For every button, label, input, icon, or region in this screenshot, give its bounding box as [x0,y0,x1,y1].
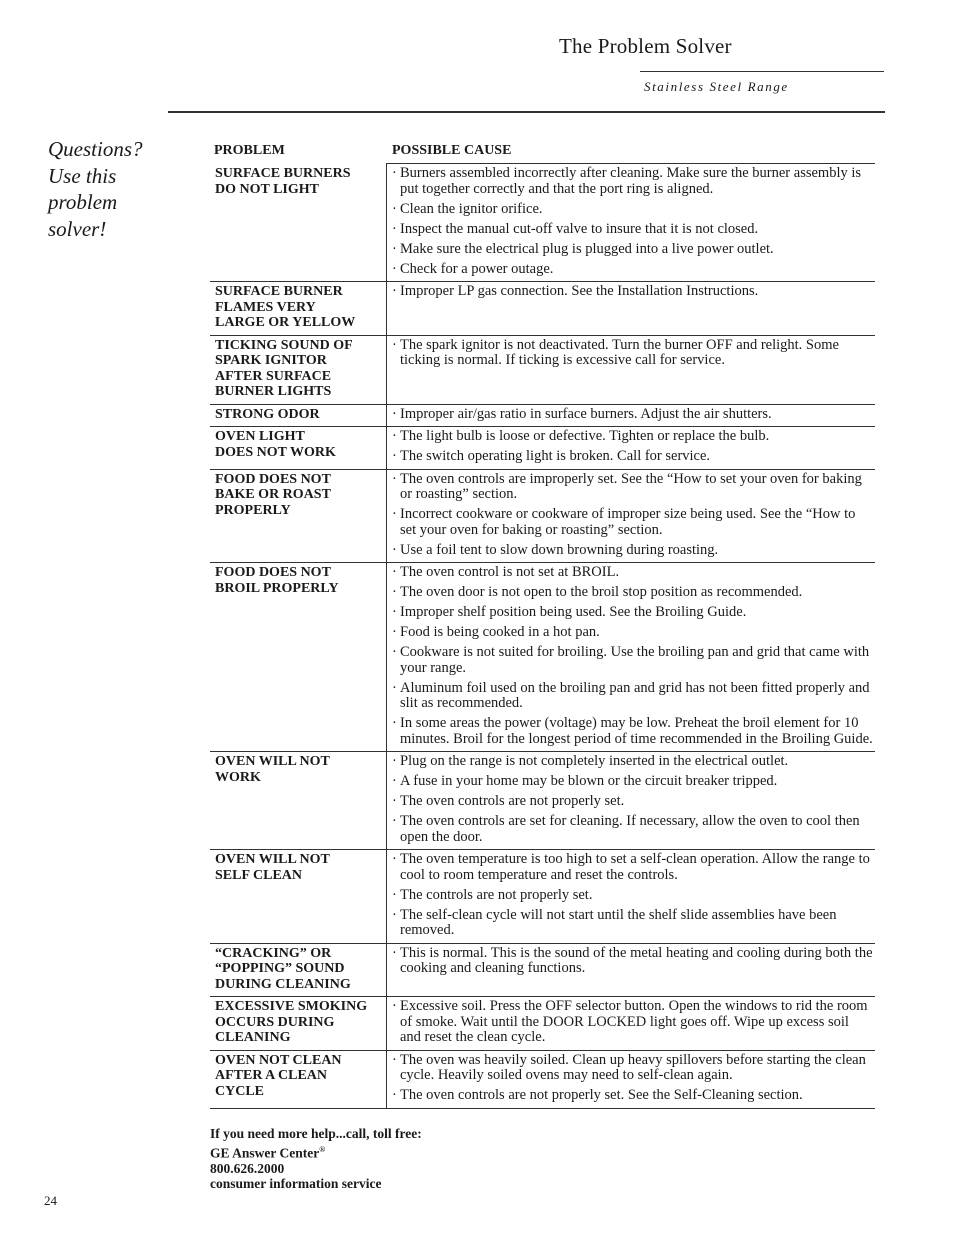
table-row [210,405,875,428]
column-header-cause: POSSIBLE CAUSE [392,143,512,158]
table-row [210,752,875,850]
bullet-icon: · [392,604,397,620]
problem-label: SURFACE BURNERS DO NOT LIGHT [215,166,351,197]
bullet-icon: · [392,998,397,1014]
problem-label: OVEN WILL NOT WORK [215,754,330,785]
cause-text: Plug on the range is not completely inserted in the electrical outlet. [400,753,789,769]
sidebar-line: problem [48,190,118,214]
header-rule [640,71,884,72]
cause-item [392,888,873,904]
cause-item [392,814,873,845]
cause-item [392,543,873,559]
cause-item [392,999,873,1046]
cause-list [386,850,875,943]
bullet-icon: · [392,506,397,522]
cause-text: The spark ignitor is not deactivated. Turn the burner OFF and relight. Some ticking is normal. If ticking is excessive call for service. [400,336,839,368]
cause-text: Incorrect cookware or cookware of improper size being used. See the “How to set your oven for baking or roasting” section. [400,506,856,538]
cause-item [392,794,873,810]
cause-list [386,470,875,563]
cause-item [392,472,873,503]
cause-text: The controls are not properly set. [400,886,593,903]
problem-label: OVEN WILL NOT SELF CLEAN [215,852,330,883]
bullet-icon: · [392,1051,397,1068]
cause-item [392,645,873,676]
cause-text: Improper air/gas ratio in surface burners. Adjust the air shutters. [400,405,772,422]
cause-item [392,222,873,238]
cause-text: Clean the ignitor orifice. [400,200,543,217]
cause-text: Use a foil tent to slow down browning during roasting. [400,541,719,558]
answer-center-line [210,1142,422,1161]
page-title: The Problem Solver [559,34,732,58]
bullet-icon: · [392,584,397,600]
cause-text: Improper LP gas connection. See the Installation Instructions. [400,283,759,299]
bullet-icon: · [392,753,397,769]
help-line: If you need more help...call, toll free: [210,1126,422,1141]
bullet-icon: · [392,851,397,867]
cause-list [386,282,875,335]
registered-mark: ® [319,1144,326,1154]
cause-item [392,407,873,423]
header-divider [168,111,885,113]
bullet-icon: · [392,448,397,464]
answer-center: GE Answer Center [210,1145,320,1160]
page-number: 24 [44,1193,57,1208]
problem-label: SURFACE BURNER FLAMES VERY LARGE OR YELLOW [215,284,356,330]
cause-item [392,166,873,197]
cause-item [392,262,873,278]
table-row [210,282,875,336]
table-body [210,164,875,1109]
cause-text: The oven door is not open to the broil stop position as recommended. [400,584,803,600]
cause-item [392,429,873,445]
table-row [210,944,875,998]
cause-text: Food is being cooked in a hot pan. [400,624,600,640]
bullet-icon: · [392,624,397,640]
cause-list [386,997,875,1050]
cause-text: The oven controls are not properly set. [400,793,625,809]
service-line: consumer information service [210,1176,382,1191]
cause-item [392,284,873,300]
problem-label: STRONG ODOR [215,406,320,422]
table-row [210,850,875,944]
cause-item [392,449,873,465]
sidebar-callout [48,136,178,242]
cause-text: Make sure the electrical plug is plugged into a live power outlet. [400,240,774,257]
cause-list [386,563,875,751]
problem-label: OVEN NOT CLEAN AFTER A CLEAN CYCLE [215,1052,342,1099]
cause-list [386,752,875,849]
cause-text: Inspect the manual cut-off valve to insure that it is not closed. [400,220,759,237]
cause-text: The oven was heavily soiled. Clean up heavy spillovers before starting the clean cycle. Heavily soiled ovens may need to self-clean again. [400,1051,866,1083]
bullet-icon: · [392,886,397,903]
sidebar-line: solver! [48,216,107,241]
cause-list [386,164,875,281]
bullet-icon: · [392,165,397,181]
cause-text: Excessive soil. Press the OFF selector button. Open the windows to rid the room of smoke. Wait until the DOOR LOCKED light goes off. Wipe up excess soil and reset the clean cycle. [400,998,868,1045]
bullet-icon: · [392,260,397,277]
bullet-icon: · [392,1087,397,1103]
cause-item [392,585,873,601]
bullet-icon: · [392,283,397,299]
table-row [210,336,875,405]
cause-item [392,774,873,790]
cause-text: The oven controls are improperly set. See the “How to set your oven for baking or roasting” section. [400,470,862,502]
cause-text: The switch operating light is broken. Call for service. [400,448,711,464]
cause-text: Aluminum foil used on the broiling pan and grid has not been fitted properly and slit as recommended. [400,679,870,711]
phone-number: 800.626.2000 [210,1160,285,1176]
cause-item [392,754,873,770]
cause-item [392,202,873,218]
cause-item [392,507,873,538]
cause-item [392,338,873,369]
bullet-icon: · [392,336,397,353]
problem-label: FOOD DOES NOT BAKE OR ROAST PROPERLY [215,471,331,518]
bullet-icon: · [392,679,397,696]
column-header-problem: PROBLEM [214,143,285,158]
help-contact [210,1126,422,1192]
cause-list [386,944,875,997]
table-row [210,470,875,564]
bullet-icon: · [392,200,397,217]
problem-label: EXCESSIVE SMOKING OCCURS DURING CLEANING [215,999,368,1045]
problem-label: OVEN LIGHT DOES NOT WORK [215,429,336,460]
table-header [210,143,875,163]
cause-list [386,1051,875,1108]
bullet-icon: · [392,220,397,237]
cause-text: This is normal. This is the sound of the metal heating and cooling during both the cooking and cleaning functions. [400,944,873,976]
bullet-icon: · [392,715,397,731]
sidebar-line: Questions? [48,137,143,161]
bullet-icon: · [392,944,397,961]
bullet-icon: · [392,773,397,789]
cause-item [392,625,873,641]
cause-text: Cookware is not suited for broiling. Use the broiling pan and grid that came with your range. [400,644,870,676]
bullet-icon: · [392,644,397,660]
cause-item [392,605,873,621]
cause-item [392,681,873,712]
cause-text: The oven temperature is too high to set a self-clean operation. Allow the range to cool to room temperature and reset the controls. [400,851,870,883]
cause-list [386,427,875,469]
table-row [210,997,875,1051]
cause-text: Burners assembled incorrectly after cleaning. Make sure the burner assembly is put together correctly and that the port ring is aligned. [400,165,862,197]
cause-list [386,405,875,427]
bullet-icon: · [392,793,397,809]
cause-text: The oven controls are set for cleaning. If necessary, allow the oven to cool then open the door. [400,813,860,845]
problem-label: TICKING SOUND OF SPARK IGNITOR AFTER SURFACE BURNER LIGHTS [215,337,353,399]
cause-list [386,336,875,404]
bullet-icon: · [392,428,397,444]
cause-text: A fuse in your home may be blown or the circuit breaker tripped. [400,773,778,789]
bullet-icon: · [392,405,397,422]
cause-text: The oven controls are not properly set. See the Self-Cleaning section. [400,1087,803,1103]
bullet-icon: · [392,564,397,580]
cause-text: The self-clean cycle will not start until the shelf slide assemblies have been removed. [400,906,837,938]
cause-item [392,852,873,883]
cause-item [392,908,873,939]
sidebar-line: Use this [48,163,117,188]
problem-label: FOOD DOES NOT BROIL PROPERLY [215,565,339,596]
table-row [210,427,875,470]
cause-text: In some areas the power (voltage) may be low. Preheat the broil element for 10 minutes. Broil for the longest period of time recommended in the Broiling Guide. [400,715,873,747]
problem-solver-table [210,143,875,1109]
bullet-icon: · [392,240,397,257]
cause-text: Improper shelf position being used. See the Broiling Guide. [400,604,747,620]
cause-text: The oven control is not set at BROIL. [400,564,620,580]
cause-item [392,565,873,581]
table-row [210,563,875,752]
table-row [210,1051,875,1109]
bullet-icon: · [392,906,397,923]
bullet-icon: · [392,813,397,829]
cause-item [392,1088,873,1104]
cause-text: The light bulb is loose or defective. Tighten or replace the bulb. [400,428,770,444]
page-subtitle: Stainless Steel Range [644,79,789,94]
cause-item [392,242,873,258]
table-row [210,164,875,282]
cause-item [392,1053,873,1084]
cause-text: Check for a power outage. [400,260,554,277]
problem-label: “CRACKING” OR “POPPING” SOUND DURING CLEANING [215,945,351,992]
bullet-icon: · [392,470,397,487]
cause-item [392,716,873,747]
cause-item [392,946,873,977]
bullet-icon: · [392,541,397,558]
